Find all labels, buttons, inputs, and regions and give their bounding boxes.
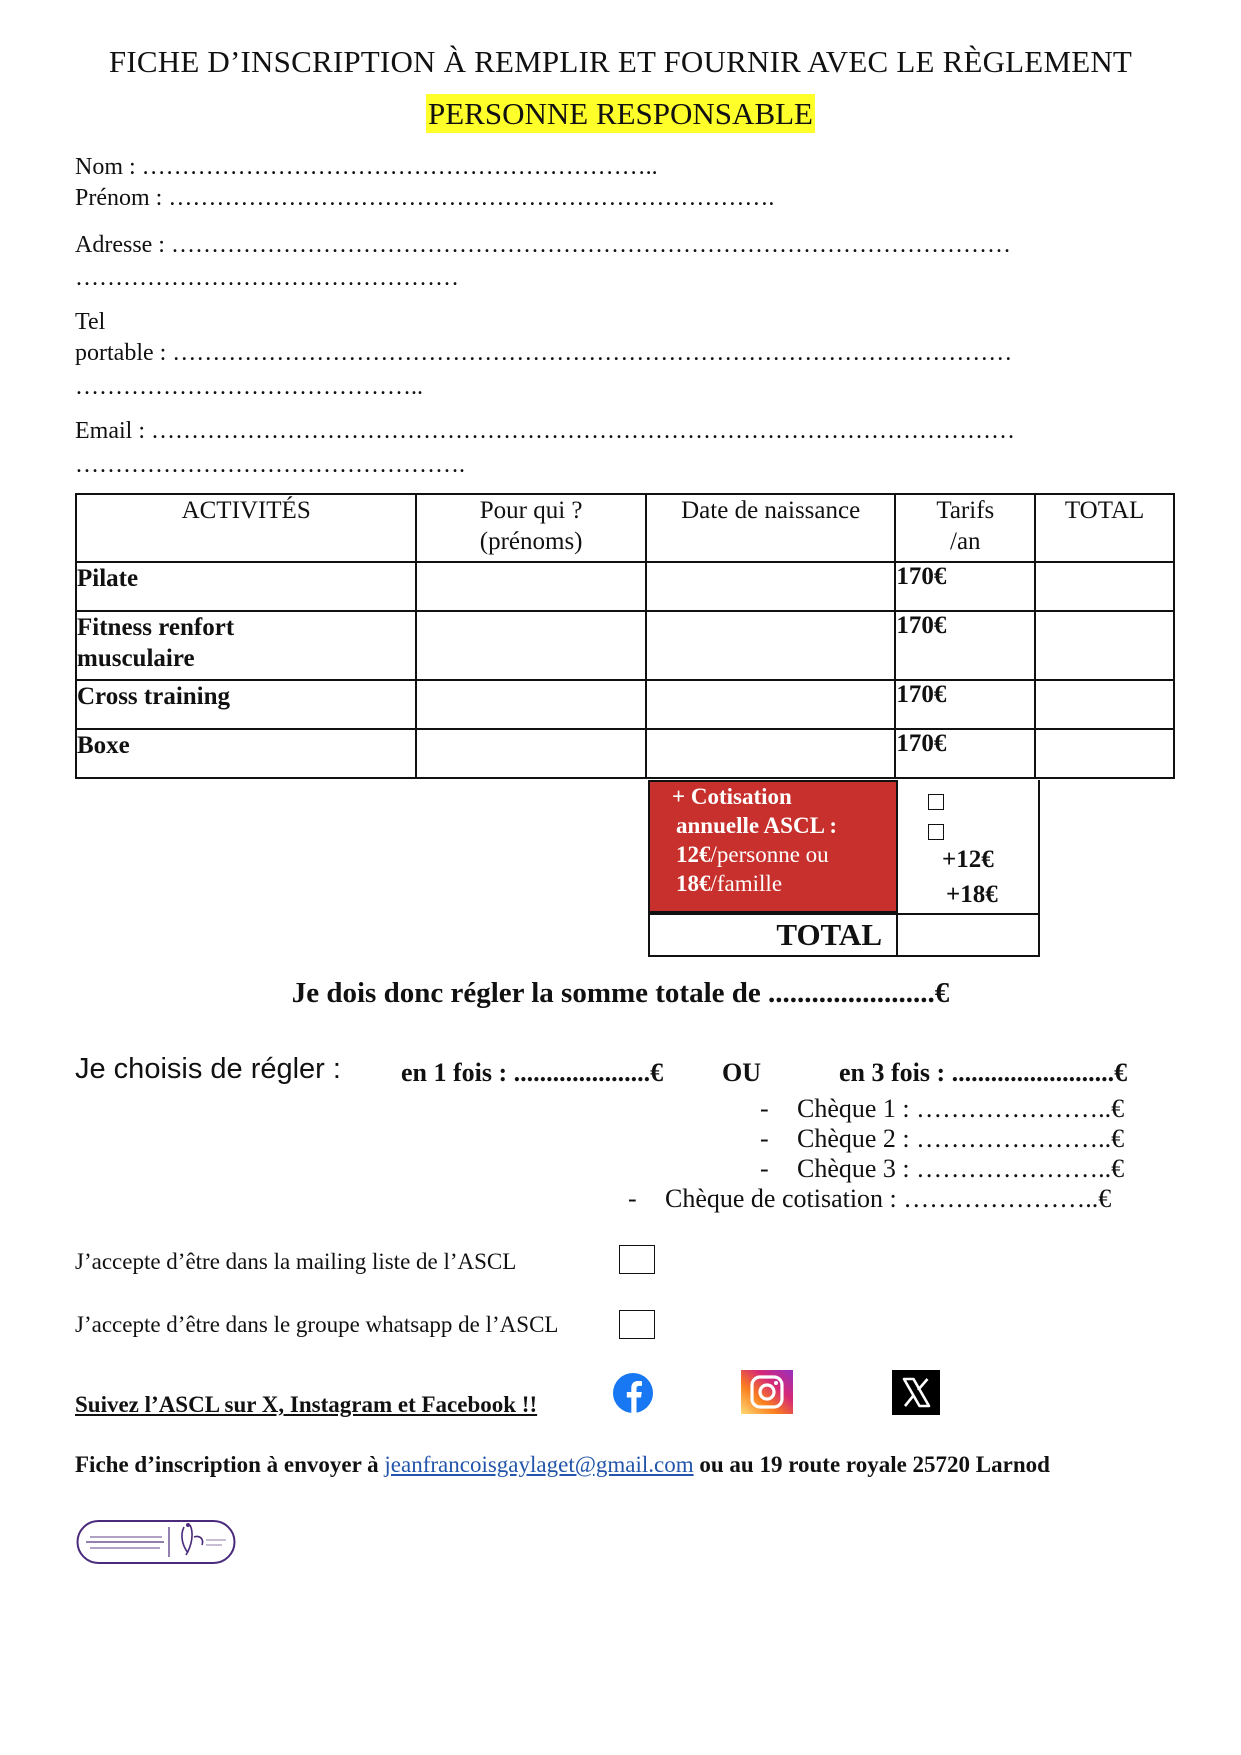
cheque-cotisation-field[interactable]: Chèque de cotisation : …………………..€ bbox=[665, 1184, 1112, 1213]
payment-one-time[interactable]: en 1 fois : .....................€ bbox=[401, 1058, 664, 1087]
table-row bbox=[76, 729, 1174, 778]
activity-name bbox=[76, 611, 416, 680]
header-pour-qui-line1: Pour qui ? bbox=[479, 497, 583, 524]
grand-total-label: TOTAL bbox=[648, 913, 898, 957]
header-tarifs-line1: Tarifs bbox=[936, 497, 995, 524]
date-cell[interactable] bbox=[646, 729, 896, 778]
cotisation-line2: annuelle ASCL : bbox=[676, 813, 838, 838]
page-subtitle: PERSONNE RESPONSABLE bbox=[428, 96, 813, 131]
facebook-icon[interactable] bbox=[612, 1370, 654, 1416]
pour-qui-cell[interactable] bbox=[416, 729, 646, 778]
adresse-field[interactable]: Adresse : …………………………………………………………………………………………… bbox=[75, 232, 1011, 258]
mailing-consent-checkbox[interactable] bbox=[619, 1245, 655, 1274]
cotisation-line3 bbox=[676, 840, 896, 869]
cotisation-line4 bbox=[676, 869, 896, 898]
price-cell: 170€ bbox=[895, 729, 1035, 778]
follow-text: Suivez l’ASCL sur X, Instagram et Facebook !! bbox=[75, 1392, 538, 1417]
cheque-1-field[interactable]: Chèque 1 : …………………..€ bbox=[797, 1094, 1125, 1123]
whatsapp-consent-label: J’accepte d’être dans le groupe whatsapp de l’ASCL bbox=[75, 1312, 559, 1337]
email-field[interactable]: Email : ……………………………………………………………………………………………… bbox=[75, 418, 1015, 444]
cotisation-opt1: +12€ bbox=[942, 846, 994, 873]
cheque-3-field[interactable]: Chèque 3 : …………………..€ bbox=[797, 1154, 1125, 1183]
header-tarifs bbox=[895, 494, 1035, 562]
payment-three-times[interactable]: en 3 fois : .........................€ bbox=[839, 1058, 1128, 1087]
table-row bbox=[76, 562, 1174, 611]
club-logo bbox=[76, 1515, 236, 1569]
cheque-2-field[interactable]: Chèque 2 : …………………..€ bbox=[797, 1124, 1125, 1153]
price-cell: 170€ bbox=[895, 562, 1035, 611]
pour-qui-cell[interactable] bbox=[416, 680, 646, 729]
cotisation-line1: + Cotisation bbox=[672, 784, 792, 809]
cotisation-famille-label: /famille bbox=[710, 871, 783, 896]
send-suffix: ou au 19 route royale 25720 Larnod bbox=[699, 1452, 1050, 1477]
activity-name: Pilate bbox=[76, 562, 416, 611]
header-pour-qui bbox=[416, 494, 646, 562]
prenom-field[interactable]: Prénom : …………………………………………………………………. bbox=[75, 185, 775, 211]
date-cell[interactable] bbox=[646, 680, 896, 729]
page-title: FICHE D’INSCRIPTION À REMPLIR ET FOURNIR AVEC LE RÈGLEMENT bbox=[108, 44, 1133, 79]
price-cell: 170€ bbox=[895, 611, 1035, 680]
cotisation-options bbox=[898, 780, 1040, 913]
cotisation-opt2: +18€ bbox=[946, 881, 998, 908]
tel-portable-field[interactable]: portable : …………………………………………………………………………………………… bbox=[75, 340, 1013, 366]
pour-qui-cell[interactable] bbox=[416, 562, 646, 611]
cotisation-checkbox-famille[interactable] bbox=[928, 824, 944, 840]
mailing-consent-label: J’accepte d’être dans la mailing liste de l’ASCL bbox=[75, 1249, 517, 1274]
cotisation-price-personne: 12€ bbox=[676, 842, 711, 867]
table-row bbox=[76, 680, 1174, 729]
header-date-naissance: Date de naissance bbox=[646, 494, 896, 562]
bullet-dash: - bbox=[760, 1124, 769, 1153]
sum-sentence[interactable]: Je dois donc régler la somme totale de .......................€ bbox=[291, 977, 950, 1009]
price-cell: 170€ bbox=[895, 680, 1035, 729]
nom-field[interactable]: Nom : ……………………………………………………….. bbox=[75, 154, 658, 180]
cotisation-price-famille: 18€ bbox=[676, 871, 711, 896]
activity-name-line1: Fitness renfort bbox=[77, 614, 235, 641]
date-cell[interactable] bbox=[646, 611, 896, 680]
adresse-field-continued[interactable]: ………………………………………… bbox=[75, 265, 459, 291]
send-prefix: Fiche d’inscription à envoyer à bbox=[75, 1452, 379, 1477]
activities-table bbox=[75, 493, 1175, 779]
bullet-dash: - bbox=[628, 1184, 637, 1213]
cotisation-personne-label: /personne ou bbox=[710, 842, 829, 867]
header-activites: ACTIVITÉS bbox=[76, 494, 416, 562]
total-cell[interactable] bbox=[1035, 680, 1174, 729]
date-cell[interactable] bbox=[646, 562, 896, 611]
cotisation-checkbox-personne[interactable] bbox=[928, 794, 944, 810]
cotisation-box bbox=[648, 780, 898, 913]
send-instructions bbox=[75, 1452, 1050, 1478]
total-cell[interactable] bbox=[1035, 562, 1174, 611]
instagram-icon[interactable] bbox=[741, 1370, 793, 1414]
email-field-continued[interactable]: …………………………………………. bbox=[75, 452, 465, 478]
total-cell[interactable] bbox=[1035, 729, 1174, 778]
tel-field-continued[interactable]: …………………………………….. bbox=[75, 374, 423, 400]
header-tarifs-line2: /an bbox=[950, 528, 981, 555]
grand-total-field[interactable] bbox=[896, 913, 1040, 957]
table-row bbox=[76, 611, 1174, 680]
activity-name: Cross training bbox=[76, 680, 416, 729]
x-icon[interactable] bbox=[892, 1370, 940, 1415]
whatsapp-consent-checkbox[interactable] bbox=[619, 1310, 655, 1339]
payment-label: Je choisis de régler : bbox=[75, 1053, 341, 1085]
tel-label: Tel bbox=[75, 309, 106, 335]
table-header-row bbox=[76, 494, 1174, 562]
pour-qui-cell[interactable] bbox=[416, 611, 646, 680]
activity-name: Boxe bbox=[76, 729, 416, 778]
bullet-dash: - bbox=[760, 1094, 769, 1123]
total-cell[interactable] bbox=[1035, 611, 1174, 680]
header-pour-qui-line2: (prénoms) bbox=[479, 528, 583, 555]
activity-name-line2: musculaire bbox=[77, 645, 195, 672]
bullet-dash: - bbox=[760, 1154, 769, 1183]
payment-ou: OU bbox=[722, 1058, 761, 1087]
email-link[interactable]: jeanfrancoisgaylaget@gmail.com bbox=[384, 1452, 694, 1477]
header-total: TOTAL bbox=[1035, 494, 1174, 562]
